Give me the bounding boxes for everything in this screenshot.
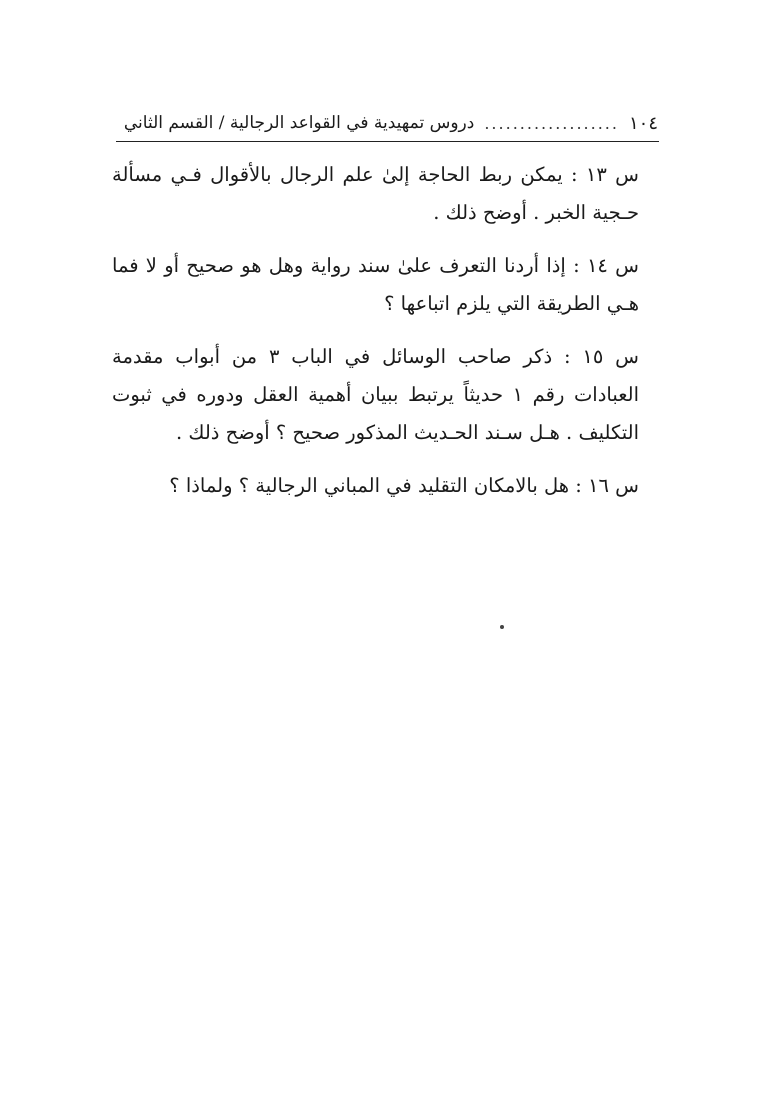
stray-dot-mark [500, 625, 504, 629]
question-15: س ١٥ : ذكر صاحب الوسائل في الباب ٣ من أبواب مقدمة العبادات رقم ١ حديثاً يرتبط ببيان أهمية العقل ودوره في ثبوت التكليف . هـل سـند الحـديث المذكور صحيح ؟ أوضح ذلك . [112, 345, 640, 444]
header-rule [116, 141, 659, 142]
running-title: دروس تمهيدية في القواعد الرجالية / القسم الثاني [123, 113, 475, 133]
header-leader-dots: ................... [484, 113, 619, 133]
page-number: ١٠٤ [628, 112, 658, 134]
question-14: س ١٤ : إذا أردنا التعرف علىٰ سند رواية وهل هو صحيح أو لا فما هـي الطريقة التي يلزم اتباعها ؟ [112, 254, 639, 315]
page-header [118, 108, 658, 138]
question-16: س ١٦ : هل بالامكان التقليد في المباني الرجالية ؟ ولماذا ؟ [169, 474, 639, 497]
questions-list [112, 156, 661, 520]
question-13: س ١٣ : يمكن ربط الحاجة إلىٰ علم الرجال بالأقوال فـي مسألة حـجية الخبر . أوضح ذلك . [112, 163, 639, 224]
